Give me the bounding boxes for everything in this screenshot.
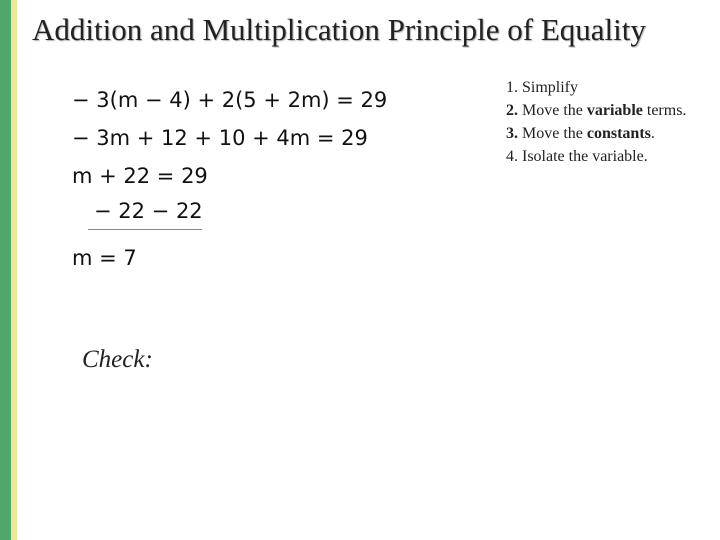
step-text: Simplify [522,79,579,96]
equation-line-5: m = 7 [72,246,137,270]
step-text: Isolate the variable. [522,148,648,165]
step-text-end: terms. [646,102,687,119]
step-item [506,99,686,122]
step-text: Move the [522,102,583,119]
check-label: Check: [82,346,153,373]
step-keyword: constants [586,125,651,142]
equation-line-1: − 3(m − 4) + 2(5 + 2m) = 29 [72,88,388,112]
equation-line-4: − 22 − 22 [94,199,203,223]
step-number: 4. [506,148,518,165]
step-item [506,145,686,168]
steps-list [506,76,686,168]
slide-title: Addition and Multiplication Principle of Equality [32,12,646,47]
equation-line-2: − 3m + 12 + 10 + 4m = 29 [72,126,368,150]
side-bar-yellow [11,0,17,540]
step-text: Move the [522,125,583,142]
step-keyword: variable [586,102,643,119]
step-item [506,122,686,145]
step-text-end: . [650,125,655,142]
step-number: 3. [506,125,518,142]
side-bar-green [0,0,11,540]
equation-line-3: m + 22 = 29 [72,164,208,188]
step-item [506,76,686,99]
step-number: 1. [506,79,518,96]
step-number: 2. [506,102,518,119]
equation-divider [88,229,202,230]
